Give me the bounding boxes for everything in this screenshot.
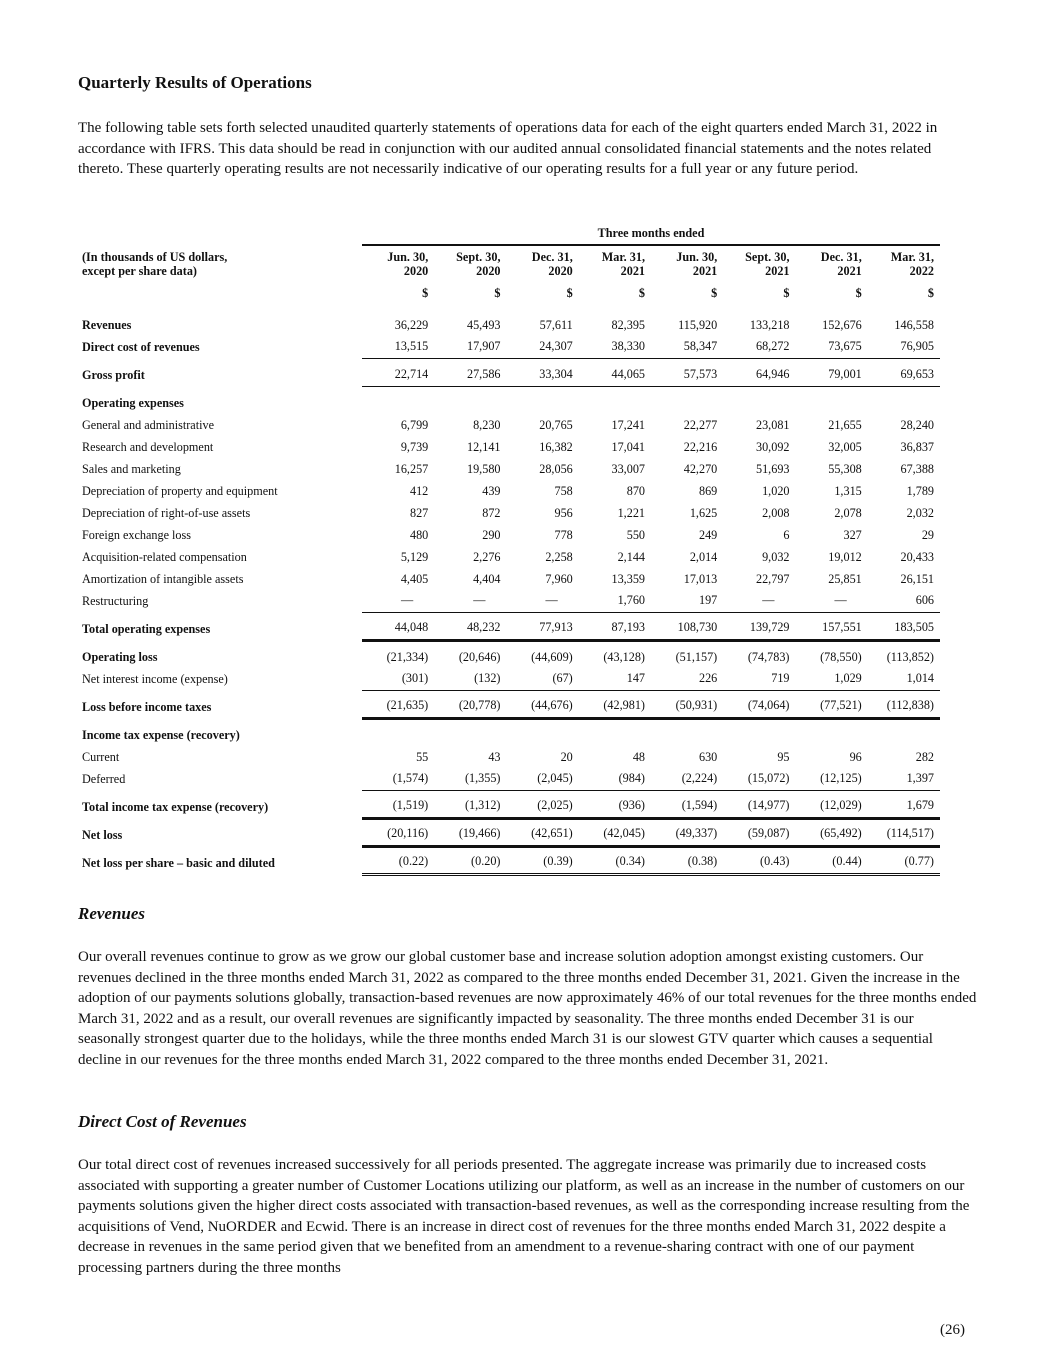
table-cell: 1,029 (834, 671, 862, 685)
table-cell: (43,128) (603, 649, 645, 664)
table-cell: 606 (915, 593, 934, 607)
table-row (78, 646, 944, 668)
table-cell: (19,466) (458, 826, 501, 840)
table-cell (579, 724, 651, 746)
table-cell: 28,056 (539, 461, 573, 476)
table-cell: 22,714 (394, 367, 429, 381)
table-row (78, 364, 944, 386)
table-cell: 2,078 (834, 505, 862, 520)
table-cell: 87,193 (611, 620, 645, 634)
table-cell (651, 724, 723, 746)
currency-symbol: $ (855, 286, 862, 300)
table-cell: 21,655 (828, 417, 862, 432)
table-cell: (51,157) (675, 649, 718, 664)
table-cell (362, 392, 434, 414)
table-cell: (49,337) (675, 826, 718, 840)
column-headers (362, 250, 940, 278)
table-cell: 282 (915, 749, 934, 764)
table-cell: (1,574) (392, 771, 429, 785)
row-label: Operating expenses (82, 395, 184, 410)
currency-symbol: $ (711, 286, 718, 300)
table-cell: 480 (409, 527, 429, 542)
table-cell (507, 724, 579, 746)
table-cell: 147 (626, 671, 645, 685)
table-cell: (77,521) (820, 698, 862, 712)
table-cell: (0.34) (615, 854, 645, 868)
table-row (78, 458, 944, 480)
table-cell: 68,272 (755, 339, 790, 353)
table-cell: 7,960 (545, 571, 573, 586)
table-cell: 22,216 (683, 439, 718, 454)
table-cell: (2,224) (681, 771, 718, 785)
row-label: Loss before income taxes (82, 699, 212, 714)
table-cell (507, 392, 579, 414)
table-cell (868, 724, 940, 746)
row-label: Operating loss (82, 649, 158, 664)
table-cell: (74,783) (747, 649, 790, 664)
column-header: Mar. 31, 2021 (601, 250, 645, 278)
table-cell: (78,550) (820, 649, 862, 664)
table-cell: 45,493 (466, 317, 501, 332)
table-cell: (42,045) (603, 826, 645, 840)
table-cell: 115,920 (678, 317, 718, 332)
table-cell: (0.39) (543, 854, 573, 868)
table-cell: 19,580 (466, 461, 501, 476)
table-cell (362, 724, 434, 746)
revenues-heading: Revenues (78, 904, 146, 923)
revenues-paragraph: Our overall revenues continue to grow as we grow our global customer base and increase solution adoption amongst existing customers. Our revenues declined in the three months ended March 31, 2022 as compared to the three months ended December 31, 2021. Given the increase in the adoption of our payments solutions globally, transaction-based revenues are now approximately 46% of our total revenues for the three months ended March 31, 2022 and as a result, our overall revenues are significantly impacted by seasonality. The three months ended December 31 is our seasonally strongest quarter due to the holidays, while the three months ended March 31 is our slowest GTV quarter which causes a sequential decline in our revenues for the three months ended March 31, 2022 compared to the three months ended December 31, 2021. (78, 949, 977, 1068)
table-cell: 778 (554, 527, 573, 542)
table-cell: 17,241 (611, 417, 645, 432)
table-cell: 36,837 (900, 439, 934, 454)
table-cell: 42,270 (683, 461, 718, 476)
table-cell: 38,330 (611, 339, 645, 353)
table-row (78, 696, 944, 718)
table-cell: 6 (783, 527, 790, 542)
table-cell: 133,218 (749, 317, 790, 332)
row-label: General and administrative (82, 417, 214, 432)
table-cell: (0.44) (832, 854, 862, 868)
table-cell: 55 (416, 749, 429, 764)
table-cell: 2,032 (906, 505, 934, 520)
table-cell: 327 (843, 527, 862, 542)
table-cell: 17,907 (466, 339, 501, 353)
table-cell: 43 (488, 749, 501, 764)
row-label: Income tax expense (recovery) (82, 727, 240, 742)
table-cell: 48,232 (466, 620, 501, 634)
table-cell: 1,397 (906, 771, 934, 785)
table-cell: 827 (409, 505, 429, 520)
table-cell: (0.43) (760, 854, 790, 868)
table-cell: 69,653 (900, 367, 934, 381)
table-cell: (0.20) (471, 854, 501, 868)
table-cell: 76,905 (900, 339, 934, 353)
table-row (78, 618, 944, 640)
intro-paragraph: The following table sets forth selected unaudited quarterly statements of operations data for each of the eight quarters ended March 31, 2022 in accordance with IFRS. This data should be read in conjunction with our audited annual consolidated financial statements and the notes related thereto. These quarterly operating results are not necessarily indicative of our operating results for a full year or any future period. (78, 120, 938, 178)
table-cell: (42,651) (531, 826, 573, 840)
table-row (78, 796, 944, 818)
table-row (78, 414, 944, 436)
table-cell: (44,676) (531, 698, 573, 712)
table-cell: 20 (560, 749, 573, 764)
currency-symbol: $ (566, 286, 573, 300)
table-row (78, 852, 944, 874)
table-cell: (67) (552, 671, 573, 685)
table-cell: 16,382 (539, 439, 573, 454)
table-cell: 157,551 (822, 620, 862, 634)
table-cell: (20,778) (458, 698, 501, 712)
table-cell: 1,315 (834, 483, 862, 498)
table-cell: 108,730 (677, 620, 718, 634)
table-cell (434, 724, 506, 746)
table-cell: 64,946 (755, 367, 790, 381)
currency-symbol: $ (783, 286, 790, 300)
table-row (78, 546, 944, 568)
row-label: Net loss per share – basic and diluted (82, 855, 275, 870)
table-cell: 146,558 (894, 317, 934, 332)
column-header: Jun. 30, 2021 (676, 250, 718, 278)
table-cell: 22,797 (755, 571, 790, 586)
row-label: Restructuring (82, 593, 149, 608)
table-row (78, 524, 944, 546)
table-cell: — (401, 593, 414, 607)
table-cell: 9,032 (762, 549, 790, 564)
table-cell: (0.22) (398, 854, 429, 868)
table-row (78, 746, 944, 768)
table-cell: 8,230 (473, 417, 501, 432)
table-cell: 2,144 (617, 549, 645, 564)
table-cell: 58,347 (683, 339, 718, 353)
table-row (78, 668, 944, 690)
direct-cost-paragraph: Our total direct cost of revenues increased successively for all periods presented. The aggregate increase was primarily due to increased costs associated with supporting a greater number of Customer Locations utilizing our platform, as well as an increase in the number of customers on our payments solutions given the higher direct costs associated with transaction-based revenues, as well as the corresponding increase resulting from the acquisitions of Vend, NuORDER and Ecwid. There is an increase in direct cost of revenues for the three months ended March 31, 2022 despite a decrease in revenues in the same period given that we benefited from an amendment to a revenue-sharing contract with one of our payment processing partners during the three months (78, 1157, 970, 1276)
table-cell: 1,760 (617, 593, 645, 607)
table-cell: 17,041 (611, 439, 645, 454)
table-cell: 869 (698, 483, 718, 498)
table-cell: (1,355) (464, 771, 501, 785)
currency-symbol: $ (638, 286, 645, 300)
currency-symbol: $ (422, 286, 429, 300)
row-label: Depreciation of property and equipment (82, 483, 278, 498)
table-cell: 1,625 (689, 505, 718, 520)
table-cell: 6,799 (400, 417, 429, 432)
row-label: Sales and marketing (82, 461, 181, 476)
table-cell: 1,789 (906, 483, 934, 498)
table-cell: 73,675 (828, 339, 862, 353)
table-cell: (12,125) (820, 771, 862, 785)
table-cell: 22,277 (683, 417, 718, 432)
row-label: Gross profit (82, 367, 145, 382)
table-cell: 55,308 (828, 461, 862, 476)
table-cell: 23,081 (755, 417, 790, 432)
table-cell: (0.77) (904, 854, 934, 868)
table-cell: 2,008 (762, 505, 790, 520)
table-cell: 19,012 (828, 549, 862, 564)
table-cell: 5,129 (400, 549, 429, 564)
currency-row (362, 286, 940, 301)
table-cell: 77,913 (539, 620, 573, 634)
table-row (78, 480, 944, 502)
table-cell: (65,492) (820, 826, 862, 840)
page-number: (26) (940, 1322, 965, 1338)
table-row (78, 336, 944, 358)
table-cell: 870 (626, 483, 645, 498)
table-cell: (44,609) (531, 649, 573, 664)
table-cell: (2,045) (537, 771, 573, 785)
table-cell (651, 392, 723, 414)
table-cell: 719 (771, 671, 790, 685)
table-cell: (50,931) (675, 698, 718, 712)
table-cell: 13,359 (611, 571, 645, 586)
table-cell: 183,505 (894, 620, 934, 634)
table-cell: (15,072) (747, 771, 790, 785)
table-cell: 82,395 (611, 317, 645, 332)
table-cell: 439 (482, 483, 501, 498)
row-label: Total income tax expense (recovery) (82, 799, 269, 814)
table-cell: — (545, 593, 558, 607)
table-cell: (21,635) (386, 698, 429, 712)
table-cell: 26,151 (900, 571, 934, 586)
table-cell: (12,029) (820, 798, 862, 812)
column-header: Jun. 30, 2020 (387, 250, 429, 278)
table-cell: 956 (554, 505, 573, 520)
table-cell: 4,405 (400, 571, 429, 586)
currency-symbol: $ (494, 286, 501, 300)
group-header: Three months ended (362, 226, 940, 246)
table-cell: 758 (554, 483, 573, 498)
table-body (78, 314, 944, 874)
row-label: Amortization of intangible assets (82, 571, 244, 586)
table-cell: — (473, 593, 486, 607)
table-cell: 197 (698, 593, 718, 607)
table-row (78, 724, 944, 746)
table-cell: 1,679 (906, 798, 934, 812)
direct-cost-heading: Direct Cost of Revenues (78, 1112, 247, 1131)
table-cell: 36,229 (394, 317, 429, 332)
table-cell: 28,240 (900, 417, 934, 432)
row-label: Direct cost of revenues (82, 339, 200, 354)
row-label: Acquisition-related compensation (82, 549, 247, 564)
table-cell: (936) (618, 798, 645, 812)
table-cell: (14,977) (747, 798, 790, 812)
table-cell: 139,729 (749, 620, 790, 634)
table-cell: 33,304 (539, 367, 573, 381)
table-cell: 33,007 (611, 461, 645, 476)
table-cell: 32,005 (828, 439, 862, 454)
table-cell: 2,258 (545, 549, 573, 564)
currency-symbol: $ (927, 286, 934, 300)
table-cell: (301) (401, 671, 429, 685)
table-cell: (1,519) (392, 798, 429, 812)
table-cell: 29 (921, 527, 934, 542)
table-row (78, 768, 944, 790)
table-cell: 9,739 (400, 439, 429, 454)
units-label: (In thousands of US dollars, except per share data) (82, 250, 228, 278)
table-cell: (42,981) (603, 698, 645, 712)
table-cell: 20,433 (900, 549, 934, 564)
table-cell: (112,838) (886, 698, 934, 712)
table-cell: 79,001 (828, 367, 862, 381)
row-label: Foreign exchange loss (82, 527, 191, 542)
row-label: Depreciation of right-of-use assets (82, 505, 251, 520)
column-header: Sept. 30, 2020 (456, 250, 501, 278)
table-cell: 44,065 (611, 367, 645, 381)
table-cell: 226 (698, 671, 718, 685)
table-cell: 67,388 (900, 461, 934, 476)
table-row (78, 314, 944, 336)
table-cell: 152,676 (822, 317, 862, 332)
table-cell: 13,515 (394, 339, 429, 353)
table-cell: 57,611 (539, 317, 573, 332)
table-cell: 44,048 (394, 620, 429, 634)
table-cell: 17,013 (683, 571, 718, 586)
table-cell: 20,765 (539, 417, 573, 432)
table-cell: 290 (482, 527, 501, 542)
table-cell: 24,307 (539, 339, 573, 353)
table-cell: 25,851 (828, 571, 862, 586)
table-cell: (74,064) (747, 698, 790, 712)
table-cell: (20,646) (458, 649, 501, 664)
table-cell (796, 724, 868, 746)
table-cell (579, 392, 651, 414)
table-cell: 96 (849, 749, 862, 764)
table-cell: (0.38) (687, 854, 718, 868)
table-cell: 27,586 (466, 367, 501, 381)
table-cell: 16,257 (394, 461, 429, 476)
table-cell: 630 (698, 749, 718, 764)
table-cell: (20,116) (387, 826, 429, 840)
table-cell: 4,404 (473, 571, 501, 586)
table-cell: (59,087) (747, 826, 790, 840)
table-cell: 1,020 (762, 483, 790, 498)
table-cell: 57,573 (683, 367, 718, 381)
table-row (78, 436, 944, 458)
table-row (78, 590, 944, 612)
row-label: Net interest income (expense) (82, 671, 228, 686)
table-cell: 872 (482, 505, 501, 520)
table-cell: (113,852) (886, 649, 934, 664)
row-label: Research and development (82, 439, 214, 454)
table-cell: — (762, 593, 775, 607)
table-cell: 2,276 (473, 549, 501, 564)
row-label: Net loss (82, 827, 123, 842)
table-cell: 1,014 (906, 671, 934, 685)
column-header: Dec. 31, 2020 (531, 250, 573, 278)
table-cell: 51,693 (755, 461, 790, 476)
table-row (78, 568, 944, 590)
table-row (78, 824, 944, 846)
table-cell: 412 (409, 483, 429, 498)
row-label: Revenues (82, 317, 132, 332)
table-row (78, 502, 944, 524)
table-cell: (2,025) (537, 798, 573, 812)
table-cell: 48 (632, 749, 645, 764)
table-cell: (21,334) (386, 649, 429, 664)
table-cell: (1,312) (464, 798, 501, 812)
table-cell (868, 392, 940, 414)
table-cell: (114,517) (886, 826, 934, 840)
table-cell (723, 392, 795, 414)
table-cell: (984) (618, 771, 645, 785)
section-title: Quarterly Results of Operations (78, 73, 312, 92)
table-cell: (132) (474, 671, 501, 685)
table-cell: (1,594) (681, 798, 718, 812)
table-cell: — (834, 593, 847, 607)
row-label: Current (82, 749, 120, 764)
column-header: Sept. 30, 2021 (745, 250, 790, 278)
table-cell (796, 392, 868, 414)
table-cell (434, 392, 506, 414)
table-cell: 95 (777, 749, 790, 764)
table-header-row (78, 250, 944, 284)
row-label: Total operating expenses (82, 621, 211, 636)
row-label: Deferred (82, 771, 126, 786)
table-cell: 249 (698, 527, 718, 542)
table-cell: 30,092 (755, 439, 790, 454)
table-cell: 2,014 (689, 549, 718, 564)
table-row (78, 392, 944, 414)
table-cell: 1,221 (617, 505, 645, 520)
column-header: Mar. 31, 2022 (890, 250, 934, 278)
table-cell: 12,141 (466, 439, 501, 454)
table-cell: 550 (626, 527, 645, 542)
column-header: Dec. 31, 2021 (820, 250, 862, 278)
table-cell (723, 724, 795, 746)
